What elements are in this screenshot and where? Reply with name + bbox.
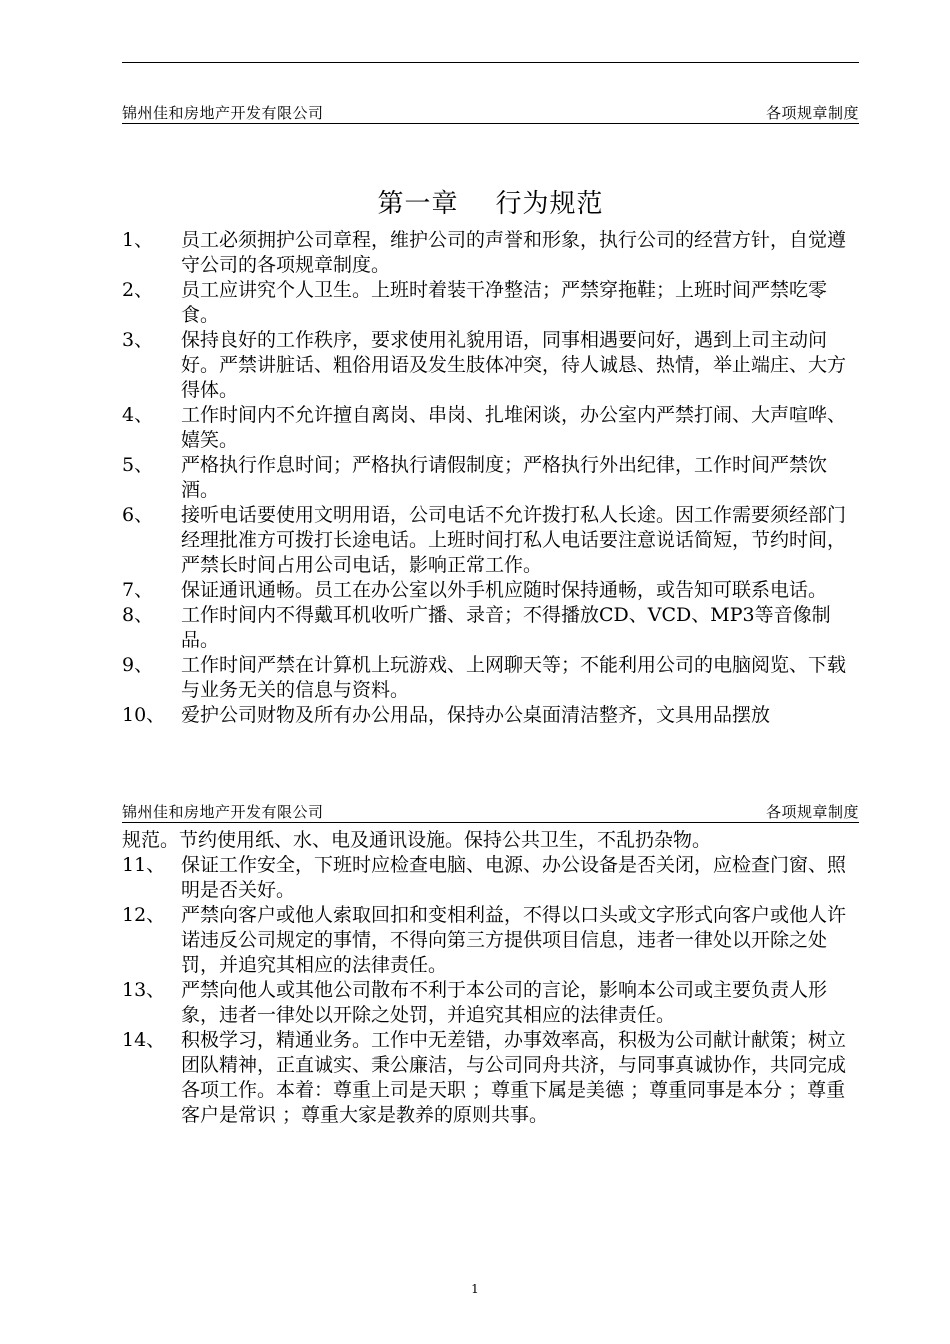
item-number: 6、 — [122, 504, 154, 526]
item-number: 8、 — [122, 604, 154, 626]
item-number: 13、 — [122, 979, 166, 1001]
list-item — [122, 228, 862, 278]
item-text: 爱护公司财物及所有办公用品，保持办公桌面清洁整齐，文具用品摆放 — [181, 704, 771, 726]
continuation-text — [122, 828, 862, 1128]
item-10-continuation: 规范。节约使用纸、水、电及通讯设施。保持公共卫生，不乱扔杂物。 — [122, 829, 712, 851]
list-item — [122, 603, 862, 653]
list-item — [122, 453, 862, 503]
list-item — [122, 1028, 862, 1128]
item-text: 积极学习，精通业务。工作中无差错，办事效率高，积极为公司献计献策；树立团队精神，正直诚实、秉公廉洁，与公司同舟共济，与同事真诚协作，共同完成各项工作。本着：尊重上司是天职 ；尊重下属是美德 ；尊重同事是本分 ；尊重客户是常识 ；尊重大家是教养的原则共事。 — [181, 1029, 847, 1126]
list-item — [122, 328, 862, 403]
top-rule — [122, 62, 859, 63]
list-item — [122, 503, 862, 578]
chapter-title: 第一章 行为规范 — [377, 189, 604, 219]
item-text: 接听电话要使用文明用语，公司电话不允许拨打私人长途。因工作需要须经部门经理批准方可拨打长途电话。上班时间打私人电话要注意说话简短，节约时间，严禁长时间占用公司电话，影响正常工作。 — [181, 504, 847, 576]
item-text: 严格执行作息时间；严格执行请假制度；严格执行外出纪律，工作时间严禁饮酒。 — [181, 454, 828, 501]
header-rule-2 — [122, 822, 859, 823]
item-text: 工作时间内不允许擅自离岗、串岗、扎堆闲谈，办公室内严禁打闹、大声喧哗、嬉笑。 — [181, 404, 847, 451]
item-number: 4、 — [122, 404, 154, 426]
item-number: 2、 — [122, 279, 154, 301]
list-item — [122, 853, 862, 903]
rules-list-page1 — [122, 228, 862, 728]
item-text: 工作时间严禁在计算机上玩游戏、上网聊天等；不能利用公司的电脑阅览、下载与业务无关的信息与资料。 — [181, 654, 847, 701]
item-text: 保证工作安全，下班时应检查电脑、电源、办公设备是否关闭，应检查门窗、照明是否关好。 — [181, 854, 847, 901]
list-item — [122, 903, 862, 978]
item-number: 3、 — [122, 329, 154, 351]
list-item — [122, 278, 862, 328]
item-text: 严禁向他人或其他公司散布不利于本公司的言论，影响本公司或主要负责人形象，违者一律处以开除之处罚，并追究其相应的法律责任。 — [181, 979, 828, 1026]
item-number: 10、 — [122, 704, 166, 726]
list-item — [122, 578, 862, 603]
header-doc-name: 各项规章制度 — [765, 803, 859, 821]
item-text: 工作时间内不得戴耳机收听广播、录音；不得播放CD、VCD、MP3等音像制品。 — [181, 604, 831, 651]
list-item — [122, 703, 862, 728]
item-number: 11、 — [122, 854, 166, 876]
header-company: 锦州佳和房地产开发有限公司 — [122, 104, 324, 122]
item-number: 14、 — [122, 1029, 166, 1051]
item-text: 员工应讲究个人卫生。上班时着装干净整洁；严禁穿拖鞋；上班时间严禁吃零食。 — [181, 279, 828, 326]
list-item — [122, 978, 862, 1028]
list-item — [122, 653, 862, 703]
item-number: 12、 — [122, 904, 166, 926]
header-rule — [122, 123, 859, 124]
item-text: 保持良好的工作秩序，要求使用礼貌用语，同事相遇要问好，遇到上司主动问好。严禁讲脏话、粗俗用语及发生肢体冲突，待人诚恳、热情，举止端庄、大方得体。 — [181, 329, 847, 401]
item-number: 5、 — [122, 454, 154, 476]
item-text: 严禁向客户或他人索取回扣和变相利益，不得以口头或文字形式向客户或他人许诺违反公司规定的事情，不得向第三方提供项目信息，违者一律处以开除之处罚，并追究其相应的法律责任。 — [181, 904, 847, 976]
item-number: 1、 — [122, 229, 154, 251]
header-company: 锦州佳和房地产开发有限公司 — [122, 803, 324, 821]
list-item — [122, 403, 862, 453]
item-number: 7、 — [122, 579, 154, 601]
item-number: 9、 — [122, 654, 154, 676]
header-doc-name: 各项规章制度 — [765, 104, 859, 122]
item-text: 员工必须拥护公司章程，维护公司的声誉和形象，执行公司的经营方针，自觉遵守公司的各项规章制度。 — [181, 229, 847, 276]
page-number: 1 — [471, 1282, 479, 1296]
item-text: 保证通讯通畅。员工在办公室以外手机应随时保持通畅，或告知可联系电话。 — [181, 579, 828, 601]
